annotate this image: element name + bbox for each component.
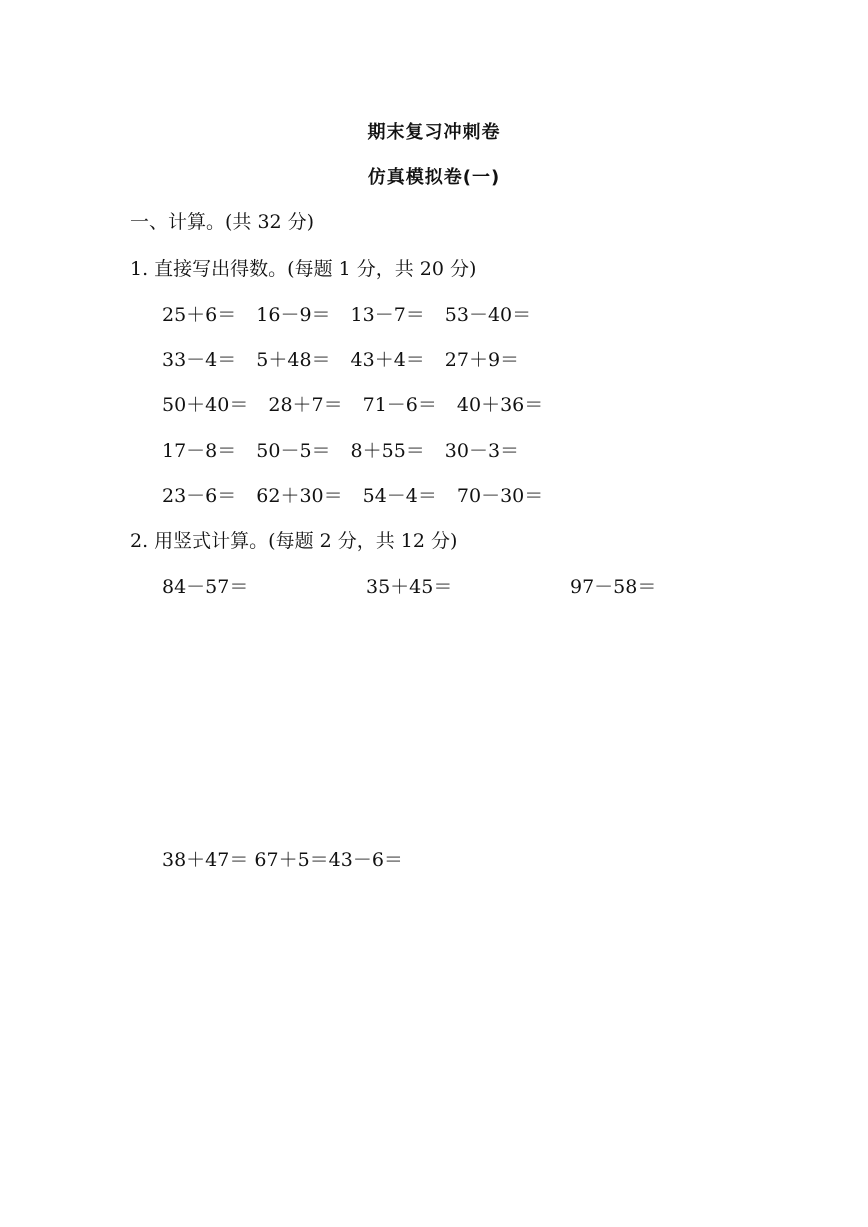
problem: 53－40＝	[444, 304, 532, 326]
vertical-problem: 97－58＝	[570, 576, 657, 598]
problem: 62＋30＝	[256, 485, 343, 507]
vertical-problem-row-2: 38＋47＝ 67＋5＝43－6＝	[162, 849, 403, 871]
problem: 54－4＝	[362, 485, 437, 507]
problem: 33－4＝	[162, 349, 237, 371]
problem: 30－3＝	[444, 440, 520, 462]
problem: 40＋36＝	[456, 394, 544, 416]
problem: 16－9＝	[256, 304, 331, 326]
problem: 28＋7＝	[268, 394, 343, 416]
problem: 27＋9＝	[444, 349, 520, 371]
page-subtitle: 仿真模拟卷(一)	[367, 167, 501, 188]
question-1-heading: 1. 直接写出得数。(每题 1 分，共 20 分)	[130, 258, 477, 280]
problem-row	[162, 300, 551, 327]
problem: 8＋55＝	[350, 440, 425, 462]
problem: 50－5＝	[256, 440, 331, 462]
problem: 43＋4＝	[350, 349, 425, 371]
page-title: 期末复习冲刺卷	[367, 122, 501, 143]
problem: 50＋40＝	[162, 394, 249, 416]
section-heading-calculation: 一、计算。(共 32 分)	[130, 211, 315, 233]
problem: 25＋6＝	[162, 304, 237, 326]
problem-row	[162, 345, 539, 372]
vertical-problem: 84－57＝	[162, 576, 249, 598]
question-2-heading: 2. 用竖式计算。(每题 2 分，共 12 分)	[130, 530, 458, 552]
problem: 70－30＝	[456, 485, 544, 507]
problem-row	[162, 390, 563, 417]
problem: 23－6＝	[162, 485, 237, 507]
problem-row	[162, 481, 563, 508]
problem: 17－8＝	[162, 440, 237, 462]
vertical-problem: 35＋45＝	[366, 576, 453, 598]
problem: 71－6＝	[362, 394, 437, 416]
problem: 5＋48＝	[256, 349, 331, 371]
problem: 13－7＝	[350, 304, 425, 326]
problem-row	[162, 436, 539, 463]
